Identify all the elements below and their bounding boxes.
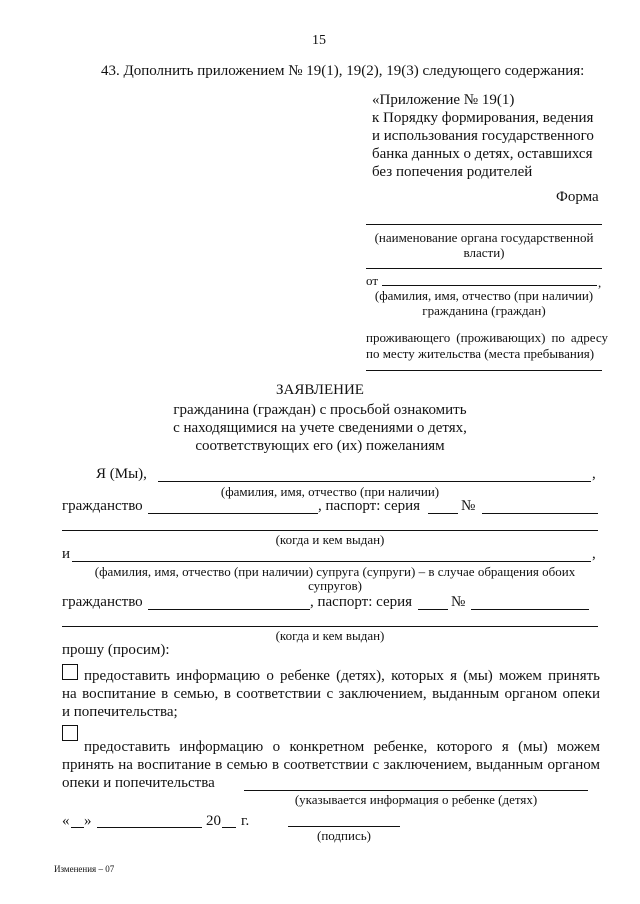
issued-caption: (когда и кем выдан) [275, 532, 385, 547]
form-label: Форма [556, 189, 599, 205]
year-line[interactable] [222, 827, 236, 828]
title-main: ЗАЯВЛЕНИЕ [276, 382, 364, 398]
organ-caption: власти) [463, 245, 505, 260]
page-number: 15 [312, 33, 326, 48]
from-label: от [366, 273, 379, 288]
issued-caption: (когда и кем выдан) [275, 628, 385, 643]
and-label: и [62, 546, 71, 562]
passport-series-line[interactable] [418, 609, 448, 610]
citizenship-label: гражданство [62, 498, 143, 514]
number-label: № [451, 594, 466, 610]
sign-caption: (подпись) [317, 828, 371, 843]
organ-name-line-2[interactable] [366, 268, 602, 269]
fio-caption: супругов) [308, 578, 362, 593]
residing-text: проживающего (проживающих) по адресу [366, 330, 608, 345]
number-label: № [461, 498, 476, 514]
day-line[interactable] [71, 827, 84, 828]
passport-label: , паспорт: серия [310, 594, 413, 610]
fio-caption: гражданина (граждан) [422, 303, 546, 318]
option1-text: на воспитание в семью, в соответствии с заключением, выданным органом опеки [62, 686, 600, 702]
applicant1-name-line[interactable] [158, 481, 591, 482]
option1-text: и попечительства; [62, 704, 178, 720]
appendix-line: «Приложение № 19(1) [372, 92, 515, 108]
comma: , [592, 466, 596, 482]
citizenship-line[interactable] [148, 609, 310, 610]
signature-line[interactable] [288, 826, 400, 827]
passport-label: , паспорт: серия [318, 498, 421, 514]
option1-checkbox[interactable] [62, 664, 78, 680]
citizenship-line[interactable] [148, 513, 318, 514]
item-heading: 43. Дополнить приложением № 19(1), 19(2), 19(3) следующего содержания: [101, 63, 585, 79]
option1-text: предоставить информацию о ребенке (детях), которых я (мы) можем принять [84, 668, 600, 684]
residing-text: по месту жительства (места пребывания) [366, 346, 595, 361]
option2-text: опеки и попечительства [62, 775, 215, 791]
appendix-line: банка данных о детях, оставшихся [372, 146, 593, 162]
title-sub: гражданина (граждан) с просьбой ознакомить [173, 402, 467, 418]
applicant2-name-line[interactable] [72, 561, 591, 562]
appendix-line: и использования государственного [372, 128, 594, 144]
comma: , [592, 546, 596, 562]
fio-caption: (фамилия, имя, отчество (при наличии) супруга (супруги) – в случае обращения обоих [94, 564, 576, 579]
issued-line[interactable] [62, 626, 598, 627]
citizenship-label: гражданство [62, 594, 143, 610]
i-label: Я (Мы), [96, 466, 147, 482]
issued-line[interactable] [62, 530, 598, 531]
fio-caption: (фамилия, имя, отчество (при наличии) [220, 484, 440, 499]
title-sub: с находящимися на учете сведениями о детях, [173, 420, 467, 436]
comma: , [598, 275, 602, 290]
organ-name-line[interactable] [366, 224, 602, 225]
organ-caption: (наименование органа государственной [374, 230, 594, 245]
passport-series-line[interactable] [428, 513, 458, 514]
year-suffix: г. [241, 813, 250, 829]
passport-number-line[interactable] [482, 513, 598, 514]
applicant-name-line[interactable] [382, 285, 597, 286]
passport-number-line[interactable] [471, 609, 589, 610]
fio-caption: (фамилия, имя, отчество (при наличии) [374, 288, 594, 303]
footer-note: Изменения – 07 [54, 864, 115, 874]
ask-label: прошу (просим): [62, 642, 170, 658]
month-line[interactable] [97, 827, 202, 828]
option2-checkbox[interactable] [62, 725, 78, 741]
address-line[interactable] [366, 370, 602, 371]
year-prefix: 20 [206, 813, 221, 829]
title-sub: соответствующих его (их) пожеланиям [195, 438, 445, 454]
option2-text: принять на воспитание в семью в соответствии с заключением, выданным органом [62, 757, 600, 773]
appendix-line: без попечения родителей [372, 164, 533, 180]
child-info-line[interactable] [244, 790, 588, 791]
child-info-caption: (указывается информация о ребенке (детях) [294, 792, 538, 807]
appendix-line: к Порядку формирования, ведения [372, 110, 594, 126]
option2-text: предоставить информацию о конкретном ребенке, которого я (мы) можем [84, 739, 600, 755]
open-quote: « [62, 813, 70, 829]
close-quote: » [84, 813, 92, 829]
